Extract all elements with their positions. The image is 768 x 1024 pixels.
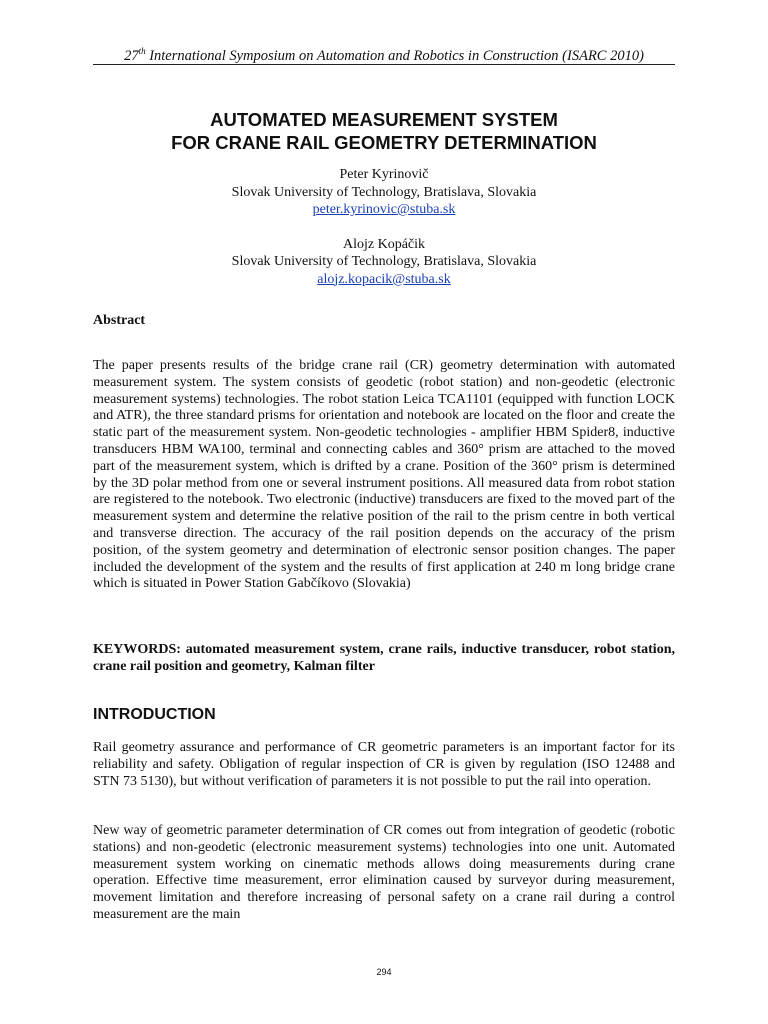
title-line-1: AUTOMATED MEASUREMENT SYSTEM [210,109,558,130]
title-line-2: FOR CRANE RAIL GEOMETRY DETERMINATION [171,132,597,153]
abstract-text: The paper presents results of the bridge crane rail (CR) geometry determination with automated measurement system. The system consists of geodetic (robot station) and non-geodetic (electronic measurement systems) technologies. The robot station Leica TCA1101 (equipped with function LOCK and ATR), the three standard prisms for orientation and notebook are located on the floor and create the static part of the measurement system. Non-geodetic technologies - amplifier HBM Spider8, inductive transducers HBM WA100, terminal and connecting cables and 360° prism are attached to the moved part of the measurement system, which is drifted by a crane. Position of the 360° prism is determined by the 3D polar method from one or several instrument positions. All measured data from robot station are registered to the notebook. Two electronic (inductive) transducers are fixed to the moved part of the measurement system and determine the relative position of the rail to the prism centre in both vertical and transverse direction. The accuracy of the rail position depends on the accuracy of the prism position, of the system geometry and determination of electronic sensor position changes. The paper included the development of the system and the results of first application at 240 m long bridge crane which is situated in Power Station Gabčíkovo (Slovakia) [93,358,675,592]
author-email-link[interactable]: peter.kyrinovic@stuba.sk [312,202,456,217]
header-text: International Symposium on Automation and Robotics in Construction (ISARC 2010) [145,47,644,64]
page-number: 294 [376,967,392,977]
section-heading-introduction: INTRODUCTION [93,706,216,723]
author-email-link[interactable]: alojz.kopacik@stuba.sk [317,271,451,287]
header-rule [93,64,675,65]
author-block [93,236,675,289]
introduction-paragraph-2: New way of geometric parameter determination of CR comes out from integration of geodetic (robotic stations) and non-geodetic (electronic measurement systems) technologies into one unit. Automated measurement system working on cinematic methods allows doing measurements during crane operation. Effective time measurement, error elimination caused by surveyor during measurement, movement limitation and therefore increasing of personal safety on a crane rail during a control measurement are the main [93,823,675,922]
conference-header [93,42,675,65]
author-list [93,166,675,305]
header-ordinal: 27 [124,47,139,64]
keywords: KEYWORDS: automated measurement system, crane rails, inductive transducer, robot station, crane rail position and geometry, Kalman filter [93,642,675,674]
author-name: Peter Kyrinovič [339,167,429,182]
author-block [93,166,675,219]
author-affiliation: Slovak University of Technology, Bratislava, Slovakia [231,184,537,200]
author-name: Alojz Kopáčik [342,236,426,252]
header-ordinal-suffix: th [138,46,146,56]
introduction-paragraph-1: Rail geometry assurance and performance of CR geometric parameters is an important factor for its reliability and safety. Obligation of regular inspection of CR is given by regulation (ISO 12488 and STN 73 5130), but without verification of parameters it is not possible to put the rail into operation. [93,740,675,789]
abstract-heading: Abstract [93,313,146,328]
author-affiliation: Slovak University of Technology, Bratislava, Slovakia [231,254,537,269]
paper-title [93,108,675,154]
